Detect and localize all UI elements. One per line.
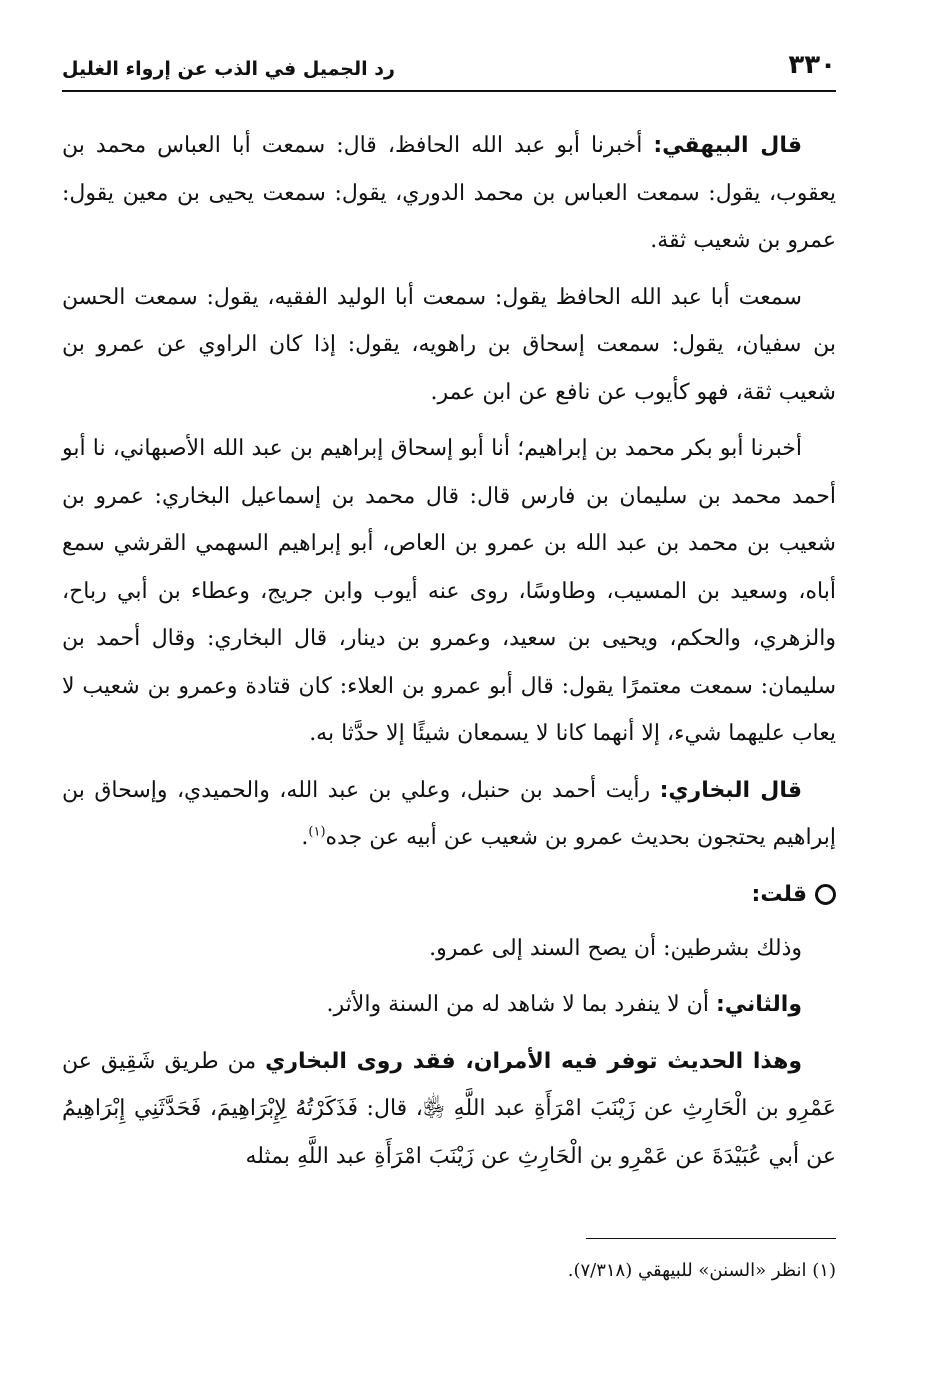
footnote-ref: (١) (308, 824, 326, 840)
main-text (62, 122, 836, 1189)
paragraph-1-lead: قال البيهقي: (653, 133, 802, 158)
running-title: رد الجميل في الذب عن إرواء الغليل (62, 58, 395, 80)
paragraph-4 (62, 767, 836, 862)
footnote-text: انظر «السنن» للبيهقي (٧/٣١٨). (567, 1260, 807, 1281)
page-header (62, 44, 836, 92)
paragraph-5 (62, 925, 836, 973)
paragraph-4-lead: قال البخاري: (659, 777, 802, 803)
paragraph-7 (62, 1038, 836, 1181)
paragraph-4-text: رأيت أحمد بن حنبل، وعلي بن عبد الله، والحميدي، وإسحاق بن إبراهيم يحتجون بحديث عمرو بن شعيب عن أبيه عن جده (62, 777, 836, 850)
footnote-divider (586, 1238, 836, 1239)
paragraph-2-text: سمعت أبا عبد الله الحافظ يقول: سمعت أبا الوليد الفقيه، يقول: سمعت الحسن بن سفيان، يقول: سمعت إسحاق بن راهويه، يقول: إذا كان الراوي عن عمرو بن شعيب ثقة، فهو كأيوب عن نافع عن ابن عمر. (62, 284, 836, 405)
paragraph-7-text: من طريق شَقِيق عن عَمْرِو بن الْحَارِثِ عن زَيْنَبَ امْرَأَةِ عبد اللَّهِ ﵂، قال: فَذَكَرْتُهُ لِإِبْرَاهِيمَ، فَحَدَّثَنِي إِبْرَاهِيمُ عن أبي عُبَيْدَةَ عن عَمْرِو بن الْحَارِثِ عن زَيْنَبَ امْرَأَةِ عبد اللَّهِ بمثله (62, 1048, 836, 1169)
paragraph-4-end: . (301, 825, 309, 850)
paragraph-3-text: أخبرنا أبو بكر محمد بن إبراهيم؛ أنا أبو إسحاق إبراهيم بن عبد الله الأصبهاني، نا أبو أحمد محمد بن سليمان بن فارس قال: قال محمد بن إسماعيل البخاري: عمرو بن شعيب بن محمد بن عبد الله بن عمرو بن العاص، أبو إبراهيم السهمي القرشي سمع أباه، وسعيد بن المسيب، وطاوسًا، روى عنه أيوب وابن جريج، وعطاء بن أبي رباح، والزهري، والحكم، ويحيى بن سعيد، وعمرو بن دينار، قال البخاري: وقال أحمد بن سليمان: سمعت معتمرًا يقول: قال أبو عمرو بن العلاء: كان قتادة وعمرو بن شعيب لا يعاب عليهما شيء، إلا أنهما كانا لا يسمعان شيئًا إلا حدَّثا به. (62, 436, 836, 746)
paragraph-1-text: أخبرنا أبو عبد الله الحافظ، قال: سمعت أبا العباس محمد بن يعقوب، يقول: سمعت العباس بن محمد الدوري، يقول: سمعت يحيى بن معين يقول: عمرو بن شعيب ثقة. (62, 133, 836, 253)
paragraph-5-text: وذلك بشرطين: أن يصح السند إلى عمرو. (429, 935, 802, 961)
paragraph-1 (62, 122, 836, 265)
paragraph-3 (62, 425, 836, 758)
paragraph-6 (62, 981, 836, 1029)
paragraph-2 (62, 274, 836, 417)
circle-bullet-icon (815, 884, 836, 905)
qult-heading (62, 871, 836, 919)
paragraph-7-lead: وهذا الحديث توفر فيه الأمران، فقد روى البخاري (265, 1048, 802, 1074)
paragraph-6-text: أن لا ينفرد بما لا شاهد له من السنة والأثر. (326, 992, 716, 1017)
footnote (62, 1256, 836, 1286)
footnote-number: (١) (812, 1260, 836, 1281)
qult-label: قلت: (751, 881, 807, 907)
paragraph-6-lead: والثاني: (715, 992, 802, 1017)
page-number: ٣٣٠ (788, 50, 836, 80)
